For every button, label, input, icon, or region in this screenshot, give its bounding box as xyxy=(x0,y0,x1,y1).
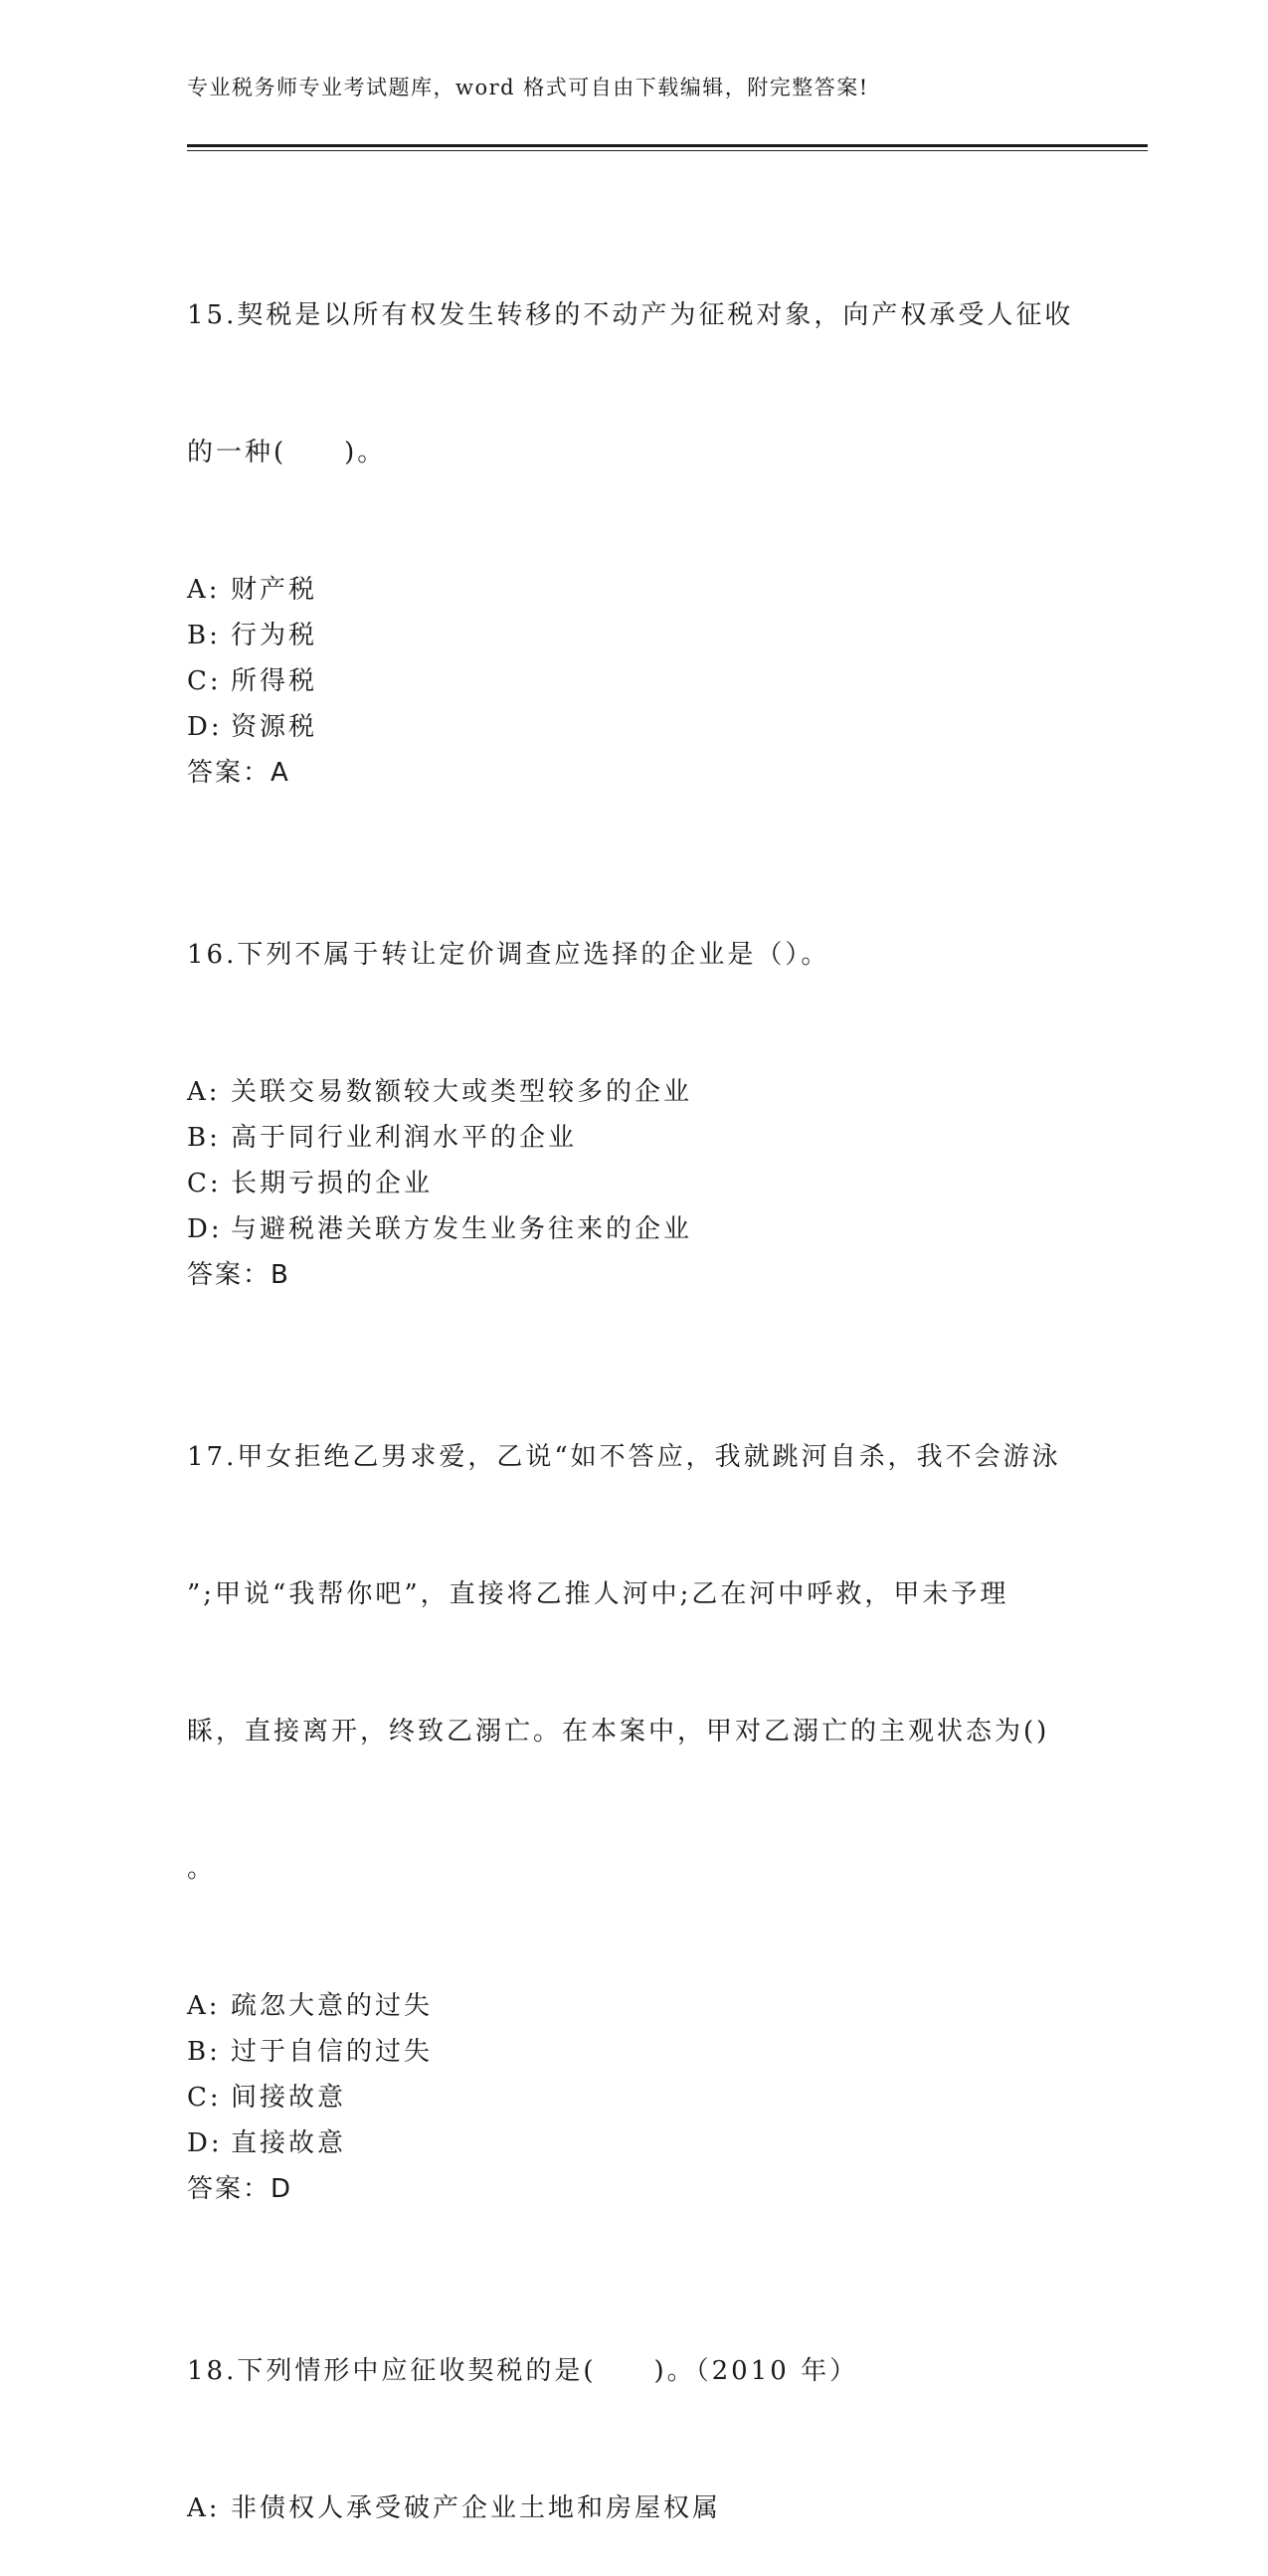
option-text: 过于自信的过失 xyxy=(231,2037,434,2067)
answer-line: 答案：A xyxy=(187,758,290,788)
question-18 xyxy=(187,2257,1082,2531)
option-d xyxy=(187,1206,1082,1252)
option-letter: D: xyxy=(187,2128,223,2158)
question-list xyxy=(187,201,1082,2576)
option-letter: A: xyxy=(187,1991,221,2021)
option-letter: C: xyxy=(187,666,222,696)
option-a xyxy=(187,1069,1082,1115)
option-letter: B: xyxy=(187,621,221,650)
question-line: 16.下列不属于转让定价调查应选择的企业是（）。 xyxy=(187,940,830,970)
question-text xyxy=(187,2257,1082,2485)
question-15 xyxy=(187,201,1082,796)
page-header: 专业税务师专业考试题库，word 格式可自由下载编辑，附完整答案! xyxy=(187,76,869,99)
question-line: 18.下列情形中应征收契税的是( )。（2010 年） xyxy=(187,2356,859,2386)
option-letter: D: xyxy=(187,1214,223,1244)
option-text: 所得税 xyxy=(231,666,318,696)
question-line: 的一种( )。 xyxy=(187,438,387,467)
option-b xyxy=(187,613,1082,658)
question-text xyxy=(187,1343,1082,1983)
option-text: 间接故意 xyxy=(231,2083,347,2113)
option-text: 行为税 xyxy=(231,621,318,650)
option-letter: A: xyxy=(187,575,221,605)
option-text: 财产税 xyxy=(231,575,318,605)
option-letter: B: xyxy=(187,1123,221,1153)
question-17 xyxy=(187,1343,1082,2212)
question-line: ”;甲说“我帮你吧”，直接将乙推人河中;乙在河中呼救，甲未予理 xyxy=(187,1579,1009,1609)
option-text: 长期亏损的企业 xyxy=(231,1169,434,1198)
option-letter: A: xyxy=(187,1077,221,1107)
question-line: 。 xyxy=(187,1854,217,1884)
option-text: 资源税 xyxy=(231,712,318,742)
option-letter: B: xyxy=(187,2037,221,2067)
option-c xyxy=(187,658,1082,704)
option-letter: D: xyxy=(187,712,223,742)
option-b xyxy=(187,1115,1082,1161)
question-16 xyxy=(187,840,1082,1298)
option-d xyxy=(187,2120,1082,2166)
option-b xyxy=(187,2029,1082,2075)
option-letter: A: xyxy=(187,2493,221,2523)
option-a xyxy=(187,567,1082,613)
option-letter: C: xyxy=(187,1169,222,1198)
answer-line: 答案：B xyxy=(187,1260,290,1290)
question-line: 15.契税是以所有权发生转移的不动产为征税对象，向产权承受人征收 xyxy=(187,300,1074,330)
question-text xyxy=(187,840,1082,1069)
option-c xyxy=(187,2075,1082,2120)
header-rule-thick xyxy=(187,144,1148,147)
option-text: 关联交易数额较大或类型较多的企业 xyxy=(231,1077,693,1107)
option-letter: C: xyxy=(187,2083,222,2113)
answer-line: 答案：D xyxy=(187,2174,293,2204)
question-line: 睬，直接离开，终致乙溺亡。在本案中，甲对乙溺亡的主观状态为() xyxy=(187,1717,1050,1747)
option-text: 高于同行业利润水平的企业 xyxy=(231,1123,578,1153)
option-text: 非债权人承受破产企业土地和房屋权属 xyxy=(231,2493,722,2523)
option-text: 与避税港关联方发生业务往来的企业 xyxy=(231,1214,693,1244)
option-a xyxy=(187,2485,1082,2531)
option-text: 直接故意 xyxy=(231,2128,347,2158)
option-d xyxy=(187,704,1082,750)
option-c xyxy=(187,1161,1082,1206)
question-line: 17.甲女拒绝乙男求爱，乙说“如不答应，我就跳河自杀，我不会游泳 xyxy=(187,1442,1061,1472)
question-text xyxy=(187,201,1082,567)
option-a xyxy=(187,1983,1082,2029)
header-rule-thin xyxy=(187,150,1148,151)
option-text: 疏忽大意的过失 xyxy=(231,1991,434,2021)
